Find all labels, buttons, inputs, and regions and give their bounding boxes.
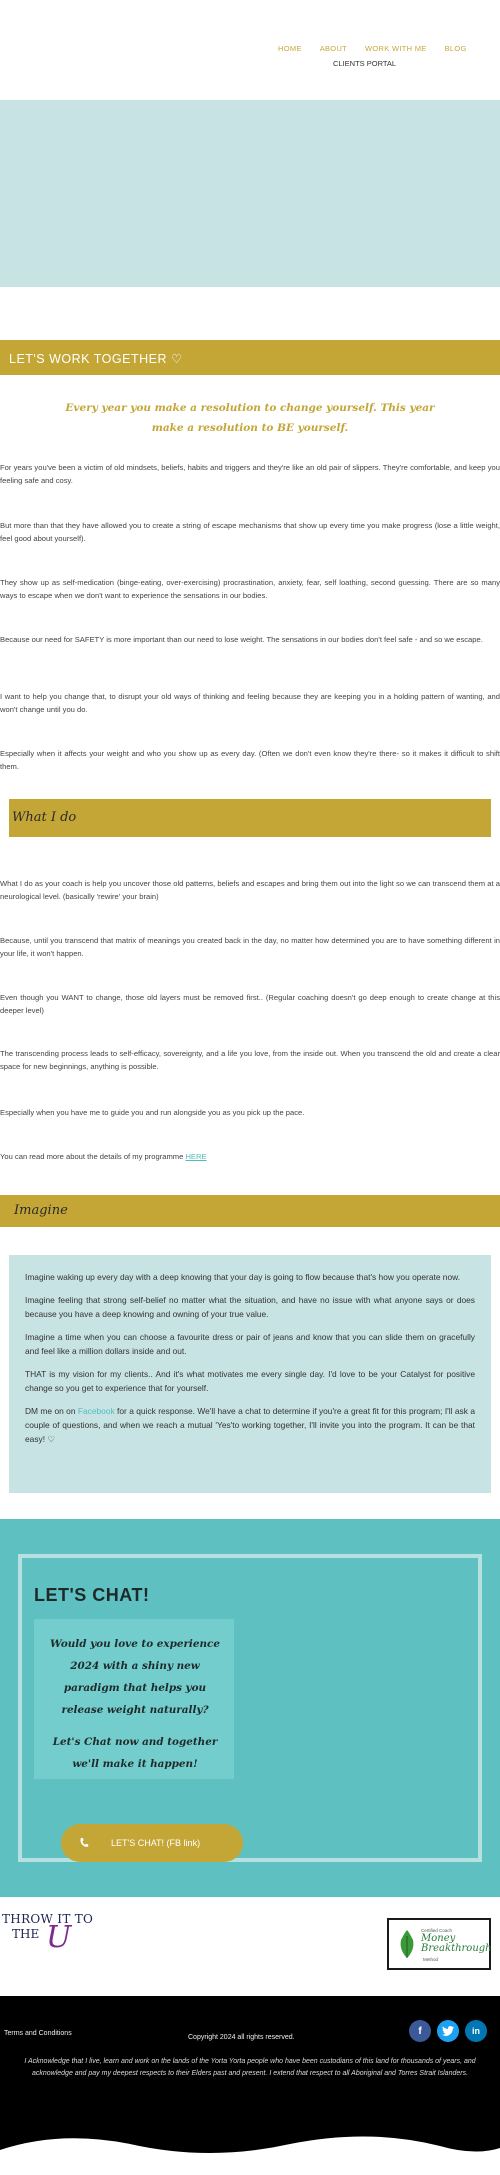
paragraph: For years you've been a victim of old mindsets, beliefs, habits and triggers and they're like an old pair of slippers. They're comfortable, and keep you feeling safe and cosy.	[0, 463, 500, 485]
chat-question	[48, 1633, 222, 1775]
paragraph: Especially when you have me to guide you and run alongside you as you pick up the pace.	[0, 1108, 305, 1117]
footer-wave	[0, 2130, 500, 2175]
throw-it-to-the-u-logo	[2, 1912, 102, 1962]
logo-line1: THROW IT TO	[2, 1912, 94, 1926]
logo-right-line2: Money Breakthrough	[421, 1933, 492, 1954]
nav-home[interactable]: HOME	[278, 44, 302, 53]
read-more-prefix: You can read more about the details of my programme	[0, 1152, 186, 1161]
paragraph: The transcending process leads to self-efficacy, sovereignty, and a life you love, from the inside out. When you transcend the old and create a clear space for new beginnings, anything is possible.	[0, 1049, 500, 1071]
paragraph: Imagine feeling that strong self-belief no matter what the situation, and have no issue with what anyone says or does because you have a deep knowing and owning of your true value.	[25, 1295, 475, 1319]
dm-prefix: DM me on on	[25, 1406, 78, 1416]
paragraph: Because our need for SAFETY is more important than our need to lose weight. The sensations in our bodies don't feel safe - and so we escape.	[0, 635, 483, 644]
chat-cta-text: Let's Chat now and together we'll make it happen!	[52, 1736, 218, 1770]
leaf-icon	[395, 1930, 419, 1960]
lets-chat-button-label: LET'S CHAT! (FB link)	[111, 1838, 201, 1848]
chat-question-text: Would you love to experience 2024 with a shiny new paradigm that helps you release weight naturally?	[50, 1638, 220, 1716]
facebook-icon[interactable]: f	[409, 2020, 431, 2042]
paragraph: Imagine a time when you can choose a favourite dress or pair of jeans and know that you can slide them on gracefully and feel like a million dollars inside and out.	[25, 1332, 475, 1356]
nav-about[interactable]: ABOUT	[319, 44, 348, 53]
paragraph: Because, until you transcend that matrix of meanings you created back in the day, no matter how determined you are to have something different in your life, it won't happen.	[0, 936, 500, 958]
section-heading: LET'S WORK TOGETHER ♡	[9, 352, 183, 366]
logo-right-line1: Certified Coach	[421, 1928, 453, 1933]
nav-blog[interactable]: BLOG	[444, 44, 467, 53]
copyright-text: Copyright 2024 all rights reserved.	[188, 2034, 295, 2041]
logo-u: U	[46, 1920, 72, 1955]
read-more-text	[0, 1150, 500, 1163]
terms-link[interactable]: Terms and Conditions	[4, 2030, 72, 2037]
chat-title: LET'S CHAT!	[34, 1585, 150, 1605]
dm-suffix: for a quick response. We'll have a chat to determine if you're a great fit for this program; I'll ask a couple of questions, and when we reach a mutual 'Yes'to working together, I'll invite you into the program. It can be that easy! ♡	[25, 1406, 475, 1444]
facebook-link[interactable]: Facebook	[77, 1406, 115, 1416]
what-i-do-heading: What I do	[12, 810, 77, 825]
section-heading-bar	[0, 340, 500, 375]
linkedin-icon[interactable]: in	[465, 2020, 487, 2042]
twitter-icon[interactable]	[437, 2020, 459, 2042]
chat-section	[0, 1519, 500, 1897]
logo-line2: THE	[12, 1927, 40, 1941]
paragraph: They show up as self-medication (binge-eating, over-exercising) procrastination, anxiety, fear, self loathing, second guessing. There are so many ways to escape when we don't want to experience the sensations in our bodies.	[0, 578, 500, 600]
paragraph: Especially when it affects your weight and who you show up as every day. (Often we don't even know they're there- so it makes it difficult to shift them.	[0, 749, 500, 771]
what-i-do-bar	[9, 799, 491, 837]
social-links	[409, 2020, 487, 2042]
money-breakthrough-logo	[387, 1918, 491, 1970]
paragraph: But more than that they have allowed you to create a string of escape mechanisms that show up every time you make progress (lose a little weight, feel good about yourself).	[0, 521, 500, 543]
paragraph: THAT is my vision for my clients.. And it's what motivates me every single day. I'd love to be your Catalyst for positive change so you get to experience that for yourself.	[25, 1369, 475, 1393]
site-header	[0, 0, 500, 100]
programme-link[interactable]: HERE	[185, 1152, 207, 1161]
paragraph: Imagine waking up every day with a deep knowing that your day is going to flow because that's how you operate now.	[25, 1272, 461, 1282]
acknowledgement-text: I Acknowledge that I live, learn and work on the lands of the Yorta Yorta people who have been custodians of this land for thousands of years, and acknowledge and pay my deepest respects to their Elders past and present. I extend that respect to all Aboriginal and Torres Strait Islanders.	[24, 2058, 476, 2077]
resolution-quote: Every year you make a resolution to change yourself. This year make a resolution to BE yourself.	[65, 402, 435, 434]
paragraph: I want to help you change that, to disrupt your old ways of thinking and feeling because they are keeping you in a holding pattern of wanting, and won't change until you do.	[0, 692, 500, 714]
lets-chat-button[interactable]	[61, 1824, 243, 1862]
logo-right-line3: Method	[423, 1957, 439, 1962]
paragraph: Even though you WANT to change, those old layers must be removed first.. (Regular coaching doesn't go deep enough to create change at this deeper level)	[0, 993, 500, 1015]
paragraph: What I do as your coach is help you uncover those old patterns, beliefs and escapes and bring them out into the light so we can transcend them at a neurological level. (basically 'rewire' your brain)	[0, 879, 500, 901]
dm-paragraph	[25, 1404, 475, 1446]
imagine-bar	[0, 1195, 500, 1227]
nav-clients-portal[interactable]: CLIENTS PORTAL	[333, 59, 397, 68]
imagine-box	[9, 1255, 491, 1493]
site-footer	[0, 1996, 500, 2175]
imagine-heading: Imagine	[14, 1203, 68, 1218]
nav-work-with-me[interactable]: WORK WITH ME	[365, 44, 427, 53]
hero-banner	[0, 100, 500, 287]
phone-icon	[79, 1837, 89, 1849]
main-nav	[278, 44, 467, 53]
